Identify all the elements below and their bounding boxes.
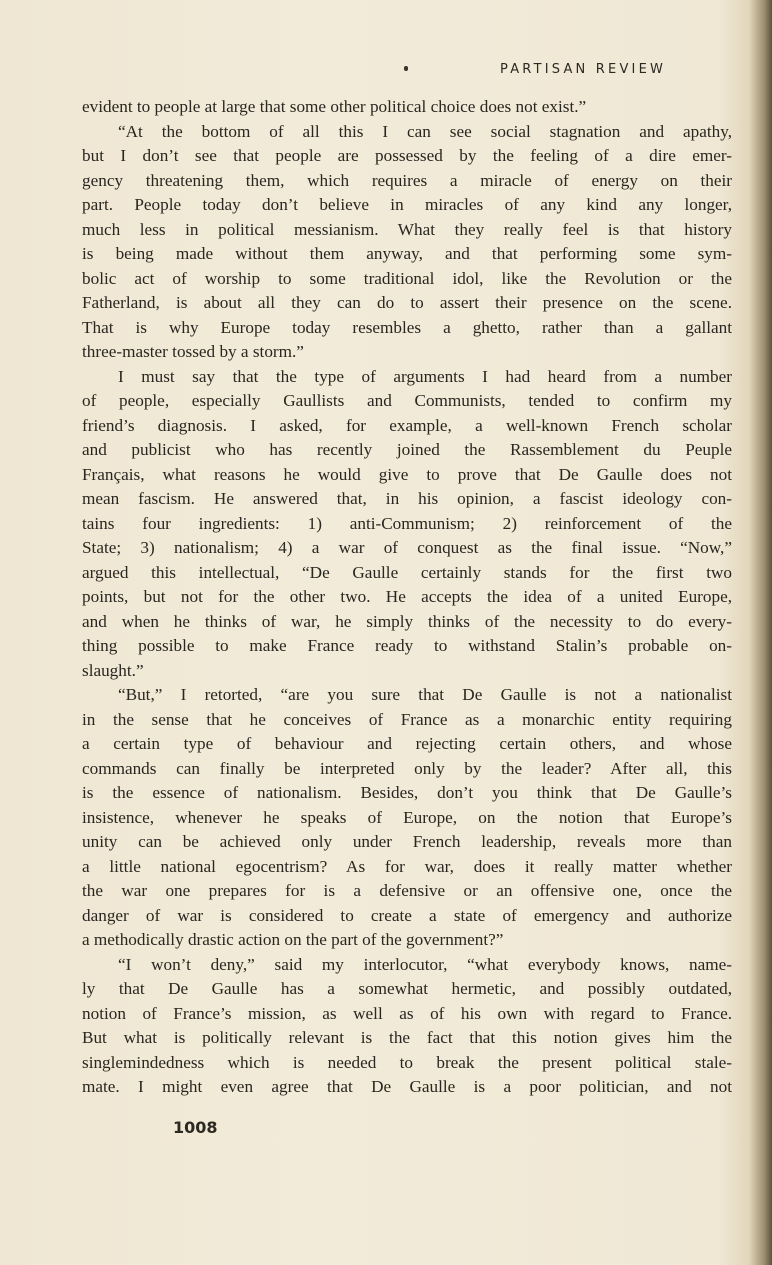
- paragraph: [82, 120, 732, 365]
- paragraph: [82, 953, 732, 1100]
- text-line: bolic act of worship to some traditional idol, like the Revolution or the: [82, 268, 732, 288]
- text-line: “I won’t deny,” said my interlocutor, “what everybody knows, name-: [118, 954, 732, 974]
- text-line: thing possible to make France ready to withstand Stalin’s probable on-: [82, 636, 732, 655]
- text-line: State; 3) nationalism; 4) a war of conquest as the final issue. “Now,”: [82, 538, 732, 557]
- text-line: argued this intellectual, “De Gaulle certainly stands for the first two: [82, 562, 732, 582]
- text-line: but I don’t see that people are possessed by the feeling of a dire emer-: [82, 146, 732, 165]
- text-line: slaught.”: [82, 660, 144, 680]
- text-line: and publicist who has recently joined the Rassemblement du Peuple: [82, 440, 732, 459]
- text-line: That is why Europe today resembles a ghetto, rather than a gallant: [82, 317, 732, 337]
- text-line: evident to people at large that some other political choice does not exist.”: [82, 97, 587, 116]
- text-line: “But,” I retorted, “are you sure that De Gaulle is not a nationalist: [118, 685, 732, 704]
- text-line: ly that De Gaulle has a somewhat hermetic, and possibly outdated,: [82, 979, 732, 998]
- text-line: “At the bottom of all this I can see social stagnation and apathy,: [118, 121, 732, 141]
- text-line: points, but not for the other two. He accepts the idea of a united Europe,: [82, 587, 732, 606]
- running-header: PARTISAN REVIEW: [500, 62, 667, 77]
- text-line: and when he thinks of war, he simply thinks of the necessity to do every-: [82, 611, 732, 631]
- text-line: much less in political messianism. What they really feel is that history: [82, 219, 732, 239]
- text-line: gency threatening them, which requires a miracle of energy on their: [82, 170, 732, 190]
- text-line: Français, what reasons he would give to prove that De Gaulle does not: [82, 464, 732, 484]
- text-line: a little national egocentrism? As for war, does it really matter whether: [82, 856, 732, 876]
- text-line: tains four ingredients: 1) anti-Communism; 2) reinforcement of the: [82, 513, 732, 533]
- text-line: part. People today don’t believe in miracles of any kind any longer,: [82, 195, 732, 214]
- text-line: mate. I might even agree that De Gaulle is a poor politician, and not: [82, 1077, 732, 1096]
- ink-dot: [404, 66, 408, 71]
- paragraph: [82, 95, 732, 120]
- text-line: of people, especially Gaullists and Communists, tended to confirm my: [82, 391, 732, 410]
- text-line: commands can finally be interpreted only by the leader? After all, this: [82, 758, 732, 778]
- text-line: the war one prepares for is a defensive or an offensive one, once the: [82, 881, 732, 900]
- text-line: Fatherland, is about all they can do to assert their presence on the scene.: [82, 293, 732, 312]
- text-line: But what is politically relevant is the fact that this notion gives him the: [82, 1028, 732, 1047]
- body-text: [82, 95, 732, 1100]
- text-line: I must say that the type of arguments I had heard from a number: [118, 366, 732, 386]
- text-line: a methodically drastic action on the part of the government?”: [82, 930, 504, 949]
- text-line: friend’s diagnosis. I asked, for example, a well-known French scholar: [82, 415, 732, 435]
- page-number: 1008: [173, 1118, 218, 1137]
- text-line: three-master tossed by a storm.”: [82, 342, 304, 361]
- text-line: mean fascism. He answered that, in his opinion, a fascist ideology con-: [82, 489, 732, 508]
- text-line: insistence, whenever he speaks of Europe, on the notion that Europe’s: [82, 807, 732, 827]
- text-line: notion of France’s mission, as well as of his own with regard to France.: [82, 1003, 732, 1023]
- paragraph: [82, 683, 732, 953]
- text-line: is the essence of nationalism. Besides, don’t you think that De Gaulle’s: [82, 783, 732, 802]
- text-line: a certain type of behaviour and rejecting certain others, and whose: [82, 734, 732, 753]
- text-line: in the sense that he conceives of France as a monarchic entity requiring: [82, 709, 732, 729]
- text-line: danger of war is considered to create a state of emergency and authorize: [82, 905, 732, 925]
- text-line: singlemindedness which is needed to break the present political stale-: [82, 1052, 732, 1072]
- text-line: is being made without them anyway, and that performing some sym-: [82, 244, 732, 263]
- text-line: unity can be achieved only under French leadership, reveals more than: [82, 832, 732, 851]
- paragraph: [82, 365, 732, 684]
